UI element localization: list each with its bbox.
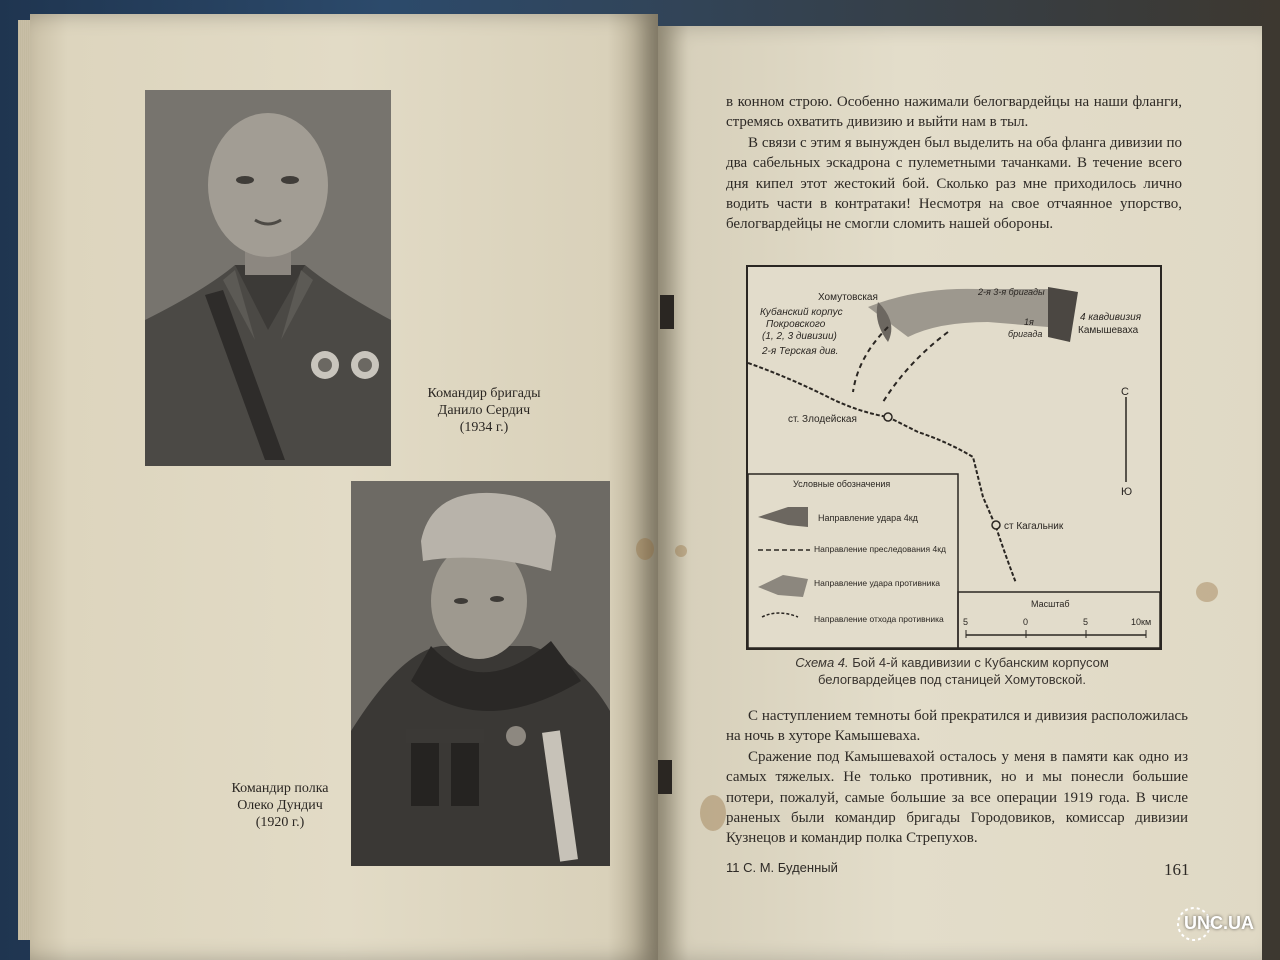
scale-title: Масштаб — [1031, 599, 1070, 609]
legend-title: Условные обозначения — [793, 479, 891, 489]
map-label: Покровского — [766, 319, 826, 330]
thumb-index-tab — [658, 760, 672, 794]
scale-tick: 5 — [963, 617, 969, 627]
watermark-text: UNC.UA — [1184, 913, 1254, 933]
paragraph: Сражение под Камышевахой осталось у меня в памяти как одно из самых тяжелых. Не только противник, но и мы понесли большие потери, пожалуй, самые большие за все операции 1919 года. В числе раненых были командир бригады Городовиков, комиссар дивизии Кузнецов и командир полка Стрепухов. — [726, 748, 1188, 847]
portrait-photo-dundich — [351, 481, 610, 866]
scale-tick: 10км — [1131, 617, 1152, 627]
map-label: 2-я 3-я бригады — [978, 287, 1045, 297]
map-label: бригада — [1008, 329, 1043, 339]
map-label: 2-я Терская див. — [762, 346, 839, 357]
schema-caption-label: Схема 4. — [795, 655, 849, 670]
stain-mark — [700, 795, 726, 831]
legend-item: Направление удара противника — [814, 578, 941, 588]
map-label: 4 кавдивизия — [1080, 312, 1142, 323]
battle-map-schema — [746, 265, 1162, 650]
photo2-caption — [205, 780, 355, 831]
scale-tick: 5 — [1083, 617, 1089, 627]
legend-item: Направление преследования 4кд — [814, 544, 946, 554]
map-label: Камышеваха — [1078, 325, 1139, 336]
stain-mark — [636, 538, 654, 560]
stain-mark — [675, 545, 687, 557]
schema-caption — [745, 654, 1159, 688]
caption-line: Олеко Дундич — [237, 798, 323, 813]
map-label: (1, 2, 3 дивизии) — [762, 331, 837, 342]
caption-line: Командир полка — [231, 781, 329, 796]
caption-line: Командир бригады — [427, 386, 541, 401]
stain-mark — [1196, 582, 1218, 602]
footer-signature: 11 С. М. Буденный — [726, 860, 838, 875]
map-label: ст. Злодейская — [788, 414, 857, 425]
photo1-caption — [404, 385, 564, 436]
caption-line: (1934 г.) — [459, 420, 509, 435]
map-south-label: Ю — [1121, 486, 1133, 498]
map-label: 1я — [1024, 317, 1034, 327]
caption-line: (1920 г.) — [255, 815, 305, 830]
paragraph: С наступлением темноты бой прекратился и дивизия расположилась на ночь в хуторе Камышеваха. — [726, 708, 1188, 745]
text-block-bottom — [726, 706, 1188, 849]
map-north-label: С — [1121, 386, 1129, 398]
scale-tick: 0 — [1023, 617, 1029, 627]
map-label: Кубанский корпус — [760, 307, 843, 318]
legend-item: Направление удара 4кд — [818, 513, 918, 523]
schema-caption-text: Бой 4-й кавдивизии с Кубанским корпусом белогвардейцев под станицей Хомутовской. — [818, 655, 1109, 687]
paragraph: в конном строю. Особенно нажимали белогвардейцы на наши фланги, стремясь охватить дивизию и выйти нам в тыл. — [726, 94, 1182, 131]
legend-item: Направление отхода противника — [814, 614, 944, 624]
map-label: Хомутовская — [818, 292, 878, 303]
portrait-photo-serdich — [145, 90, 391, 466]
map-label: ст Кагальник — [1004, 521, 1064, 532]
page-number: 161 — [1164, 860, 1190, 879]
text-block-top — [726, 92, 1182, 235]
paragraph: В связи с этим я вынужден был выделить на оба фланга дивизии по два сабельных эскадрона с пулеметными тачанками. В течение всего дня кипел этот жестокий бой. Сколько раз мне приходилось лично водить части в контратаки! Несмотря на свое отчаянное упорство, белогвардейцы не смогли сломить нашей обороны. — [726, 134, 1182, 233]
caption-line: Данило Сердич — [437, 403, 531, 418]
thumb-index-tab — [660, 295, 674, 329]
